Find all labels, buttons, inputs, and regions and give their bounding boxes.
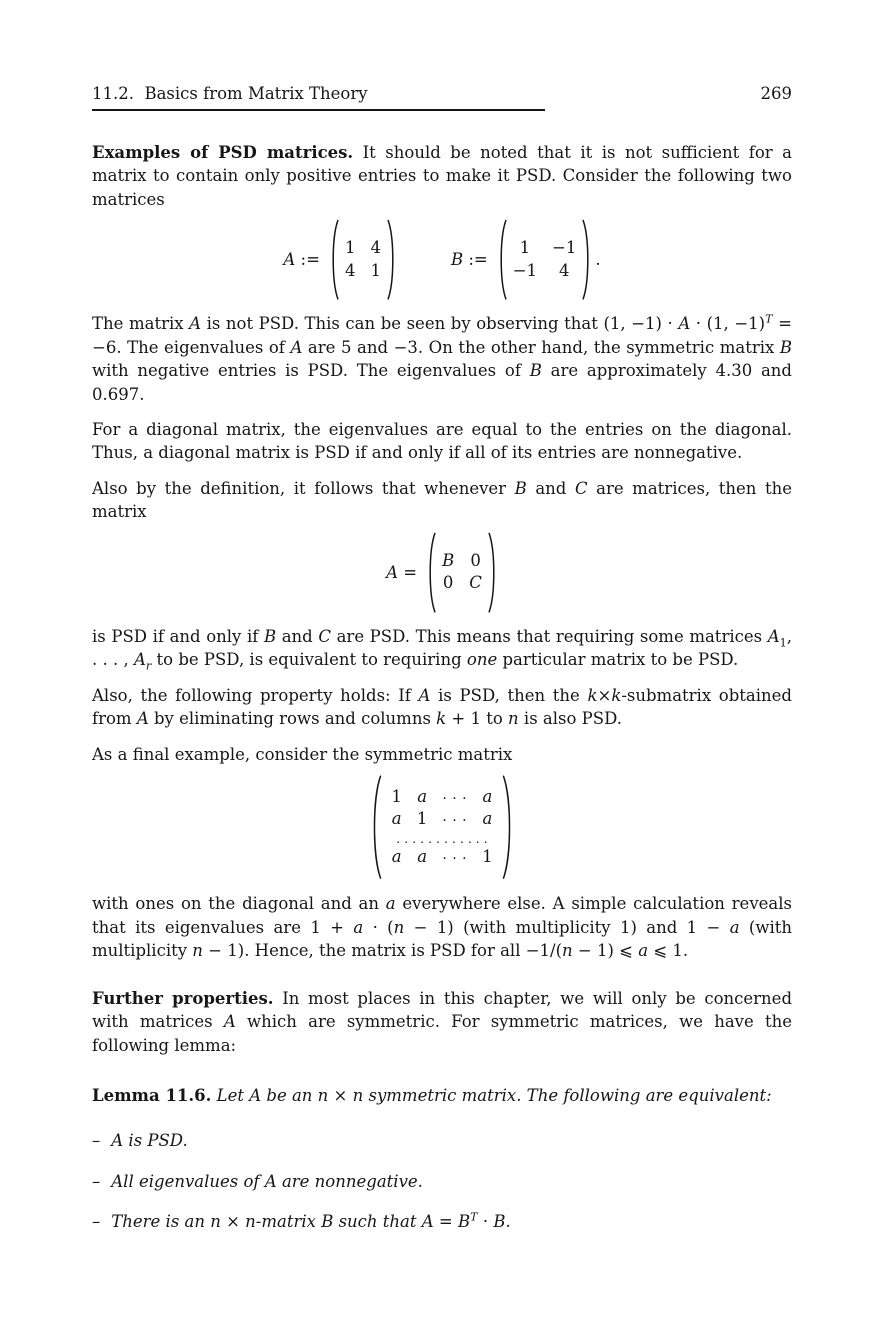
matrix-ellipsis: . . .	[442, 847, 468, 864]
item-text: A is PSD.	[111, 1131, 188, 1151]
header-rule	[92, 109, 545, 110]
matrix-B-definition-label: B :=	[450, 249, 488, 269]
left-paren-icon	[426, 531, 436, 614]
paragraph-final-example: As a final example, consider the symmetric matrix	[92, 744, 513, 764]
matrix-cell: 0	[442, 573, 454, 593]
display-equation-block-matrix	[92, 531, 792, 614]
block-matrix-label: A =	[386, 562, 418, 582]
paragraph-diagonal-matrix: For a diagonal matrix, the eigenvalues are equal to the entries on the diagonal. Thus, a diagonal matrix is PSD if and only if all of its entries are nonnegative.	[92, 420, 792, 463]
list-item	[92, 1129, 792, 1152]
page-number: 269	[760, 84, 792, 103]
matrix-cell: B	[442, 551, 455, 571]
paragraph-examples-psd: Examples of PSD matrices. It should be noted that it is not sufficient for a matrix to contain only positive entries to make it PSD. Consider the following two matrices	[92, 142, 792, 209]
matrix-B-entries	[507, 233, 583, 286]
paragraph-psd-iff: is PSD if and only if B and C are PSD. This means that requiring some matrices $A_1$, . . . , $A_r$ to be PSD, is equivalent to requiring one particular matrix to be PSD.	[92, 627, 792, 673]
lemma-11-6: Lemma 11.6. Let A be an n × n symmetric matrix. The following are equivalent:	[92, 1085, 772, 1105]
matrix-dots-row: . . . . . . . . . . . .	[396, 830, 488, 846]
matrix-B	[497, 218, 593, 301]
matrix-A	[329, 218, 397, 301]
header-row	[92, 82, 792, 105]
matrix-cell: a	[417, 787, 428, 807]
block-matrix-entries	[436, 546, 488, 599]
matrix-A-definition-label: A :=	[283, 249, 320, 269]
matrix-cell: −1	[552, 238, 577, 258]
item-dash: –	[92, 1212, 101, 1232]
matrix-cell: 4	[370, 238, 381, 258]
matrix-cell: 4	[344, 260, 356, 280]
lemma-conditions-list	[92, 1129, 792, 1233]
paragraph-matrix-A-not-psd: The matrix A is not PSD. This can be seen by observing that (1, −1) · A · (1, −1)$^T$ = −6. The eigenvalues of A are 5 and −3. On the other hand, the symmetric matrix B with negative entries is PSD. The eigenvalues of B are approximately 4.30 and 0.697.	[92, 312, 792, 404]
matrix-cell: 1	[344, 238, 356, 258]
paragraph-ones-on-diagonal: with ones on the diagonal and an a everywhere else. A simple calculation reveals that its eigenvalues are 1 + a · (n − 1) (with multiplicity 1) and 1 − a (with multiplicity n − 1). Hence, the matrix is PSD for all −1/(n − 1) ⩽ a ⩽ 1.	[92, 894, 793, 961]
item-dash: –	[92, 1131, 101, 1151]
matrix-cell: C	[469, 573, 482, 593]
matrix-cell: −1	[512, 260, 538, 280]
matrix-cell: a	[417, 847, 428, 867]
item-text: All eigenvalues of A are nonnegative.	[111, 1171, 423, 1191]
display-equation-matrices-AB	[92, 218, 792, 301]
matrix-cell: 1	[416, 809, 428, 829]
matrix-cell: a	[482, 787, 493, 807]
block-matrix	[426, 531, 498, 614]
paragraph-whenever-B-and-C: Also by the definition, it follows that whenever B and C are matrices, then the matrix	[92, 478, 792, 522]
symmetric-matrix-entries	[382, 779, 501, 875]
matrix-ellipsis: . . .	[442, 809, 468, 826]
matrix-ellipsis: . . .	[442, 787, 468, 804]
page-body	[92, 141, 792, 1234]
matrix-A-entries	[339, 233, 387, 286]
right-paren-icon	[502, 773, 515, 881]
matrix-cell: 1	[519, 238, 531, 258]
matrix-cell: 4	[558, 260, 570, 280]
section-title: 11.2. Basics from Matrix Theory	[92, 84, 368, 103]
symmetric-matrix	[369, 773, 514, 881]
matrix-cell: a	[391, 809, 402, 829]
running-header	[92, 82, 792, 111]
paragraph-further-properties: Further properties. In most places in this chapter, we will only be concerned with matrices A which are symmetric. For symmetric matrices, we have the following lemma:	[92, 988, 793, 1055]
right-paren-icon	[488, 531, 498, 614]
right-paren-icon	[387, 218, 397, 301]
matrix-cell: 1	[482, 847, 493, 867]
matrix-cell: 1	[370, 260, 381, 280]
left-paren-icon	[369, 773, 382, 881]
equation-period: .	[595, 249, 601, 269]
left-paren-icon	[497, 218, 507, 301]
matrix-cell: 0	[470, 551, 481, 571]
item-text: There is an n × n-matrix B such that $A = B^T \cdot B$.	[111, 1210, 511, 1232]
matrix-cell: a	[482, 809, 493, 829]
display-equation-symmetric-matrix	[92, 773, 792, 881]
right-paren-icon	[582, 218, 592, 301]
item-dash: –	[92, 1171, 101, 1191]
matrix-cell: a	[391, 847, 402, 867]
left-paren-icon	[329, 218, 339, 301]
matrix-cell: 1	[391, 787, 402, 807]
paragraph-submatrix-property: Also, the following property holds: If A is PSD, then the k×k-submatrix obtained from A by eliminating rows and columns k + 1 to n is also PSD.	[92, 685, 792, 729]
list-item	[92, 1170, 792, 1193]
list-item	[92, 1210, 792, 1233]
